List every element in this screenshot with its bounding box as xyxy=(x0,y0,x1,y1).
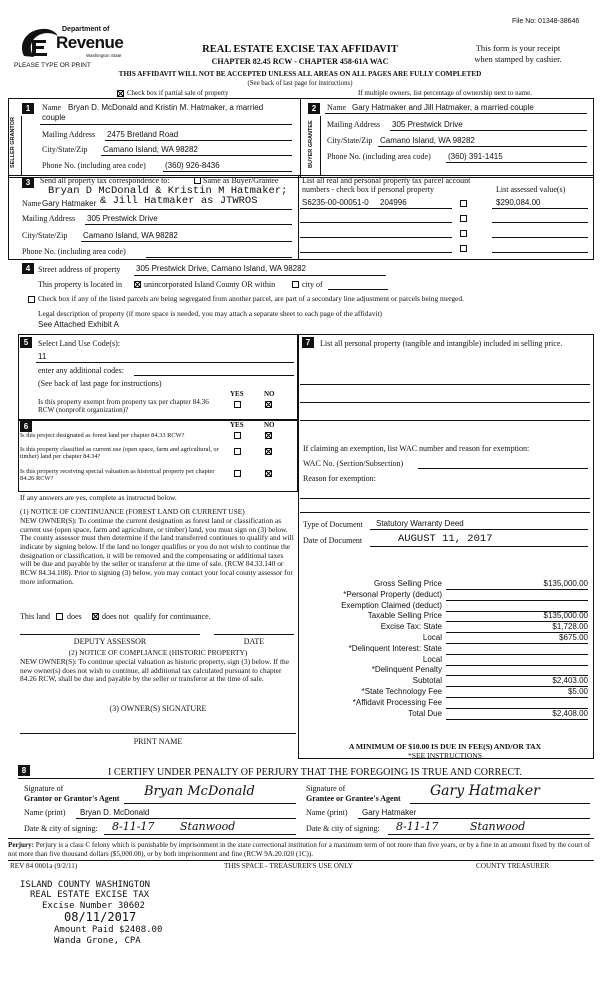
tax-row: Excise Tax: State $1,728.00 xyxy=(380,622,588,632)
same-as-buyer-checkbox[interactable] xyxy=(194,177,201,184)
grantor-signature[interactable]: Bryan McDonald xyxy=(144,784,255,799)
s6-no-header: NO xyxy=(264,421,275,429)
historic-question: Is this property receiving special valuation as historical property per chapter 84.26 RCW? xyxy=(20,468,215,483)
seller-mailing-label: Mailing Address xyxy=(42,130,96,139)
parcel-account[interactable]: 204996 xyxy=(380,198,407,207)
assessed-header: List assessed value(s) xyxy=(496,185,566,194)
partial-sale-label: Check box if partial sale of property xyxy=(127,89,229,97)
qualify-label: qualify for continuance. xyxy=(134,612,211,621)
reason-exemption-label: Reason for exemption: xyxy=(303,474,376,483)
tax-row: Local $675.00 xyxy=(422,632,588,642)
warning-banner: THIS AFFIDAVIT WILL NOT BE ACCEPTED UNLESS ALL AREAS ON ALL PAGES ARE FULLY COMPLETED xyxy=(118,70,482,78)
section-5-badge: 5 xyxy=(20,337,32,348)
send-correspondence-label: Send all property tax correspondence to: xyxy=(40,176,170,185)
type-document-value[interactable]: Statutory Warranty Deed xyxy=(376,519,464,528)
personal-property-label: List all personal property (tangible and intangible) included in selling price. xyxy=(320,339,563,348)
seller-mailing-value[interactable]: 2475 Bretland Road xyxy=(107,130,179,139)
total-due[interactable]: $2,408.00 xyxy=(552,708,588,718)
tax-row: *Personal Property (deduct) xyxy=(300,590,590,601)
tax-row: Total Due $2,408.00 xyxy=(408,708,588,718)
form-subtitle: CHAPTER 82.45 RCW - CHAPTER 458-61A WAC xyxy=(211,57,389,66)
does-label: does xyxy=(67,612,82,621)
grantee-date-city-label: Date & city of signing: xyxy=(306,824,380,833)
city-of-checkbox[interactable] xyxy=(292,281,299,288)
grantor-city-signed[interactable]: Stanwood xyxy=(180,820,236,833)
owner-signature-label: (3) OWNER(S) SIGNATURE xyxy=(109,704,207,713)
section-2-badge: 2 xyxy=(308,103,320,114)
seller-city-value[interactable]: Camano Island, WA 98282 xyxy=(103,145,198,154)
city-of-label: city of xyxy=(302,280,323,289)
seller-phone-value[interactable]: (360) 926-8436 xyxy=(165,161,220,170)
legal-description-value[interactable]: See Attached Exhibit A xyxy=(38,320,119,329)
s6-yes-header: YES xyxy=(230,421,244,429)
unincorporated-label: unincorporated Island County OR within xyxy=(144,280,276,289)
gross-selling-price[interactable]: $135,000.00 xyxy=(543,579,588,588)
parcel-4-personal-checkbox[interactable] xyxy=(460,245,467,252)
corr-mailing-label: Mailing Address xyxy=(22,214,76,223)
buyer-city-label: City/State/Zip xyxy=(327,136,373,145)
grantee-date-signed[interactable]: 8-11-17 xyxy=(396,820,439,833)
corr-city-label: City/State/Zip xyxy=(22,231,68,240)
parcel-header-2: numbers - check box if personal property xyxy=(302,185,434,194)
revenue-swoosh-icon xyxy=(16,26,60,60)
current-use-yes-checkbox[interactable] xyxy=(234,448,241,455)
grantor-agent-label: Grantor or Grantor's Agent xyxy=(24,794,120,803)
perjury-text: Perjury is a class C felony which is punishable by imprisonment in the state correctional institution for a maximum term of not more than five years, or by a fine in an amount fixed by the court of not more than five thousand dollars ($5,000.00), or by both imprisonment and fine (RCW 9A.20.020 (1C)). xyxy=(8,841,591,858)
receipt-note-1: This form is your receipt xyxy=(475,43,561,53)
tax-row: Gross Selling Price $135,000.00 xyxy=(373,579,588,588)
does-qualify-checkbox[interactable] xyxy=(56,613,63,620)
perjury-label: Perjury: xyxy=(8,841,34,849)
buyer-side-label: BUYER GRANTEE xyxy=(308,120,314,168)
certify-statement: I CERTIFY UNDER PENALTY OF PERJURY THAT THE FOREGOING IS TRUE AND CORRECT. xyxy=(108,767,522,778)
tax-row: *Delinquent Interest: State xyxy=(300,644,590,655)
grantor-name-print-label: Name (print) xyxy=(24,808,66,817)
buyer-city-value[interactable]: Camano Island, WA 98282 xyxy=(380,136,475,145)
grantee-name-print[interactable]: Gary Hatmaker xyxy=(362,808,417,817)
typed-owner-names-2: & Jill Hatmaker as JTWROS xyxy=(100,195,258,207)
typed-owner-names-1: Bryan D McDonald & Kristin M Hatmaker; xyxy=(48,185,288,197)
corr-name-label: Name xyxy=(22,199,42,208)
exempt-question: Is this property exempt from property tax per chapter 84.36 RCW (nonprofit organization)? xyxy=(38,398,209,415)
section-7-badge: 7 xyxy=(302,337,314,348)
seller-name-value-2[interactable]: couple xyxy=(42,113,66,122)
seller-phone-label: Phone No. (including area code) xyxy=(42,161,146,170)
subtotal[interactable]: $2,403.00 xyxy=(552,676,588,686)
does-not-qualify-checkbox[interactable] xyxy=(92,613,99,620)
current-use-question: Is this property classified as current use (open space, farm and agricultural, or timber) land per chapter 84.34? xyxy=(20,446,219,461)
excise-tax-local[interactable]: $675.00 xyxy=(559,632,588,642)
seller-name-value-1[interactable]: Bryan D. McDonald and Kristin M. Hatmaker, a married xyxy=(68,103,264,112)
state-technology-fee[interactable]: $5.00 xyxy=(567,686,588,696)
this-land-label: This land xyxy=(20,612,50,621)
tax-row: *Affidavit Processing Fee xyxy=(300,698,590,709)
unincorporated-checkbox[interactable] xyxy=(134,281,141,288)
street-address-label: Street address of property xyxy=(38,265,121,274)
buyer-mailing-label: Mailing Address xyxy=(327,120,381,129)
stamp-date: 08/11/2017 xyxy=(64,910,137,924)
land-use-see-back: (See back of last page for instructions) xyxy=(38,379,162,388)
form-title: REAL ESTATE EXCISE TAX AFFIDAVIT xyxy=(202,44,398,55)
current-use-no-checkbox[interactable] xyxy=(265,448,272,455)
parcel-1-personal-checkbox[interactable] xyxy=(460,200,467,207)
stamp-excise-number: Excise Number 30602 xyxy=(42,901,145,911)
print-name-label: PRINT NAME xyxy=(133,737,183,746)
tax-row: *State Technology Fee $5.00 xyxy=(361,686,588,696)
revenue-logo xyxy=(16,24,126,64)
s5-yes-header: YES xyxy=(230,390,244,398)
stamp-amount-paid: Amount Paid $2408.00 xyxy=(54,925,163,935)
section-4-badge: 4 xyxy=(22,263,34,274)
date-document-label: Date of Document xyxy=(303,536,363,545)
please-type-label: PLEASE TYPE OR PRINT xyxy=(14,62,91,69)
grantee-sig-of-label: Signature of xyxy=(306,784,346,793)
form-revision: REV 84 0001a (9/2/11) xyxy=(10,862,78,870)
stamp-treasurer: Wanda Grone, CPA xyxy=(54,936,141,946)
section-6-badge: 6 xyxy=(20,421,32,432)
buyer-name-label: Name xyxy=(327,103,347,112)
dept-of-label: Department of xyxy=(62,26,110,33)
county-treasurer-label: COUNTY TREASURER xyxy=(476,862,550,870)
if-yes-instruction: If any answers are yes, complete as instructed below. xyxy=(20,493,177,502)
additional-codes-label: enter any additional codes: xyxy=(38,366,124,375)
corr-phone-label: Phone No. (including area code) xyxy=(22,247,126,256)
does-not-label: does not xyxy=(102,612,129,621)
street-address-value[interactable]: 305 Prestwick Drive, Camano Island, WA 98282 xyxy=(136,264,307,273)
excise-tax-state[interactable]: $1,728.00 xyxy=(552,622,588,632)
notice-continuance-title: (1) NOTICE OF CONTINUANCE (FOREST LAND OR CURRENT USE) xyxy=(20,507,245,516)
deputy-date-label: DATE xyxy=(243,637,265,646)
partial-sale-checkbox[interactable] xyxy=(117,90,124,97)
located-in-label: This property is located in xyxy=(38,280,122,289)
type-document-label: Type of Document xyxy=(303,520,363,529)
forest-land-question: Is this project designated as forest land per chapter 84.33 RCW? xyxy=(20,432,185,439)
corr-city-value[interactable]: Camano Island, WA 98282 xyxy=(83,231,178,240)
seller-city-label: City/State/Zip xyxy=(42,145,88,154)
see-back-note: (See back of last page for instructions) xyxy=(247,80,353,87)
see-instructions-note: *SEE INSTRUCTIONS xyxy=(407,751,483,760)
same-as-buyer-label: Same as Buyer/Grantee xyxy=(203,176,279,185)
notice-continuance-body: NEW OWNER(S): To continue the current designation as forest land or classification as current use (open space, farm and agriculture, or timber) land, you must sign on (3) below. The county assessor must then determine if the land transferred continues to qualify and will indicate by signing below. If the land no longer qualifies or you do not wish to continue the designation or classification, it will be removed and the compensating or additional taxes will be due and payable by the seller or transferor at the time of sale. (RCW 84.33.140 or RCW 84.34.108). Prior to signing (3) below, you may contact your local county assessor for more information. xyxy=(20,516,294,586)
forest-yes-checkbox[interactable] xyxy=(234,432,241,439)
taxable-selling-price[interactable]: $135,000.00 xyxy=(543,611,588,621)
multiple-owners-note: If multiple owners, list percentage of ownership next to name. xyxy=(358,89,532,97)
s5-no-header: NO xyxy=(264,390,275,398)
notice-compliance-title: (2) NOTICE OF COMPLIANCE (HISTORIC PROPERTY) xyxy=(68,648,248,657)
stamp-tax-type: REAL ESTATE EXCISE TAX xyxy=(30,890,150,900)
buyer-name-value[interactable]: Gary Hatmaker and Jill Hatmaker, a married couple xyxy=(352,103,534,112)
segregated-checkbox[interactable] xyxy=(28,296,35,303)
receipt-note-2: when stamped by cashier. xyxy=(474,54,562,64)
legal-description-label: Legal description of property (if more space is needed, you may attach a separate sheet to each page of the affidavit) xyxy=(38,309,382,318)
file-number: File No: 01348-38646 xyxy=(512,18,580,25)
section-3-badge: 3 xyxy=(22,177,34,188)
tax-row: Exemption Claimed (deduct) xyxy=(300,601,590,612)
washington-state-label: Washington State xyxy=(86,53,122,58)
grantor-date-signed[interactable]: 8-11-17 xyxy=(112,820,155,833)
grantee-signature[interactable]: Gary Hatmaker xyxy=(430,783,540,799)
forest-no-checkbox[interactable] xyxy=(265,432,272,439)
tax-table xyxy=(300,579,590,719)
seller-side-label: SELLER GRANTOR xyxy=(10,117,16,168)
exemption-claim-label: If claiming an exemption, list WAC number and reason for exemption: xyxy=(303,444,530,453)
notice-compliance-body: NEW OWNER(S): To continue special valuation as historic property, sign (3) below. If the new owner(s) does not wish to continue, all additional tax calculated pursuant to chapter 84.26 RCW, shall be due and payable by the seller or transferor at the time of sale. xyxy=(20,657,289,684)
grantor-date-city-label: Date & city of signing: xyxy=(24,824,98,833)
wac-number-label: WAC No. (Section/Subsection) xyxy=(303,459,404,468)
grantor-name-print[interactable]: Bryan D. McDonald xyxy=(80,808,150,817)
parcel-header-1: List all real and personal property tax parcel account xyxy=(302,176,471,185)
perjury-notice xyxy=(8,841,594,858)
grantee-agent-label: Grantee or Grantee's Agent xyxy=(306,794,401,803)
date-document-value[interactable]: AUGUST 11, 2017 xyxy=(398,533,493,545)
seller-name-label: Name xyxy=(42,103,62,112)
grantee-name-print-label: Name (print) xyxy=(306,808,348,817)
historic-yes-checkbox[interactable] xyxy=(234,470,241,477)
section-8-badge: 8 xyxy=(18,765,30,776)
tax-row: Taxable Selling Price $135,000.00 xyxy=(367,611,588,621)
exempt-yes-checkbox[interactable] xyxy=(234,401,241,408)
treasurer-use-label: THIS SPACE - TREASURER'S USE ONLY xyxy=(224,862,353,870)
buyer-phone-value[interactable]: (360) 391-1415 xyxy=(448,152,503,161)
tax-row: Subtotal $2,403.00 xyxy=(412,676,588,686)
tax-row: *Delinquent Penalty xyxy=(300,665,590,676)
grantor-sig-of-label: Signature of xyxy=(24,784,64,793)
buyer-phone-label: Phone No. (including area code) xyxy=(327,152,431,161)
parcel-3-personal-checkbox[interactable] xyxy=(460,230,467,237)
grantee-city-signed[interactable]: Stanwood xyxy=(470,820,526,833)
exempt-no-checkbox[interactable] xyxy=(265,401,272,408)
historic-no-checkbox[interactable] xyxy=(265,470,272,477)
segregated-label: Check box if any of the listed parcels are being segregated from another parcel, are part of a secondary line adjustment or parcels being merged. xyxy=(38,294,464,303)
tax-row: Local xyxy=(300,655,590,666)
revenue-wordmark: Revenue xyxy=(56,33,124,52)
corr-mailing-value[interactable]: 305 Prestwick Drive xyxy=(87,214,158,223)
assessed-value[interactable]: $290,084.00 xyxy=(496,198,541,207)
minimum-due-note: A MINIMUM OF $10.00 IS DUE IN FEE(S) AND/OR TAX xyxy=(348,742,542,751)
deputy-assessor-label: DEPUTY ASSESSOR xyxy=(73,637,147,646)
buyer-mailing-value[interactable]: 305 Prestwick Drive xyxy=(392,120,463,129)
corr-name-value[interactable]: Gary Hatmaker xyxy=(42,199,97,208)
section-1-badge: 1 xyxy=(22,103,34,114)
parcel-number[interactable]: S6235-00-00051-0 xyxy=(302,198,369,207)
parcel-2-personal-checkbox[interactable] xyxy=(460,215,467,222)
land-use-label: Select Land Use Code(s): xyxy=(38,339,120,348)
land-use-value[interactable]: 11 xyxy=(38,352,47,361)
stamp-county: ISLAND COUNTY WASHINGTON xyxy=(20,880,151,890)
